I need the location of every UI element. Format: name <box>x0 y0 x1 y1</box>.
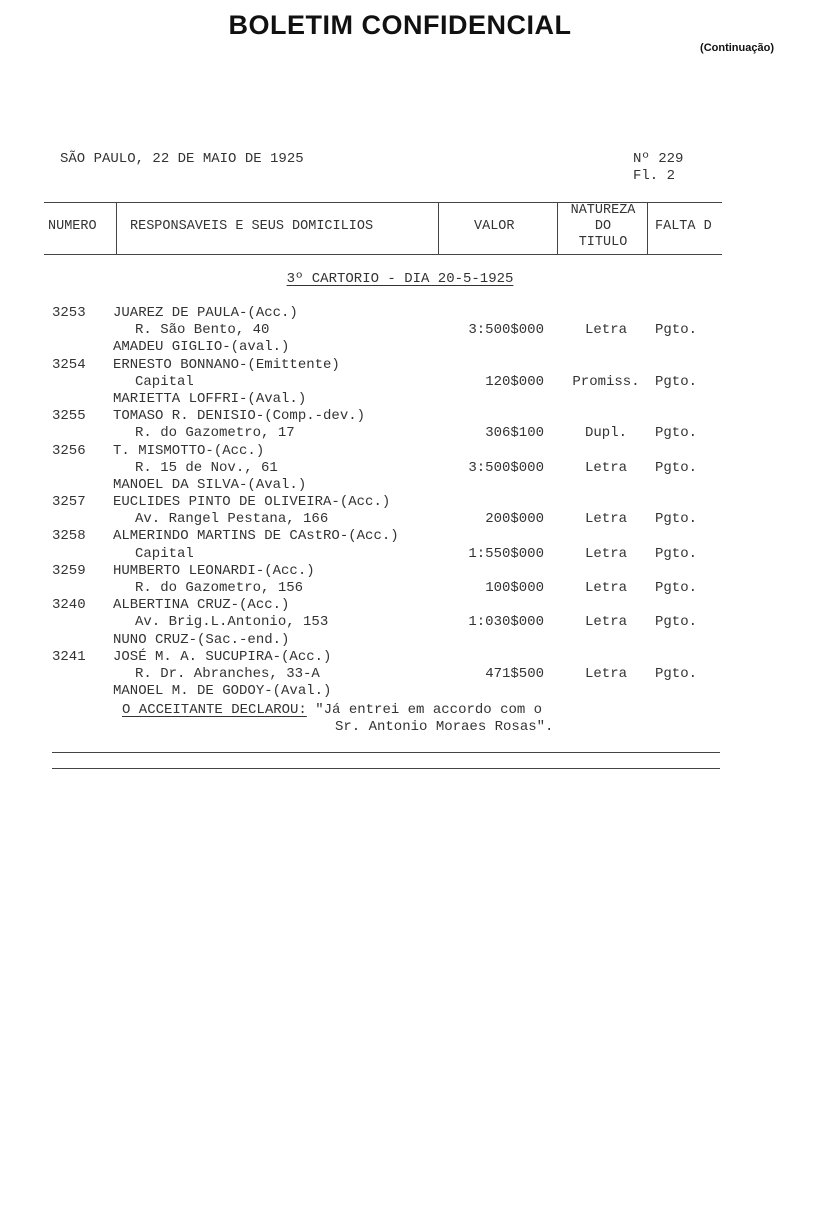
entry-line <box>0 632 819 649</box>
entry-value: 200$000 <box>485 511 544 528</box>
entry-address: Capital <box>135 545 194 562</box>
table-row <box>0 357 819 409</box>
entry-address: R. Dr. Abranches, 33-A <box>135 665 320 682</box>
entry-reason: Pgto. <box>655 322 698 339</box>
entry-line <box>0 322 819 339</box>
entry-line <box>0 563 819 580</box>
entry-party: ERNESTO BONNANO-(Emittente) <box>113 356 340 373</box>
entry-party: AMADEU GIGLIO-(aval.) <box>113 339 290 356</box>
entry-party: MANOEL M. DE GODOY-(Aval.) <box>113 683 332 700</box>
entry-party: JOSÉ M. A. SUCUPIRA-(Acc.) <box>113 648 332 665</box>
continuation-label: (Continuação) <box>700 42 774 54</box>
entry-party: MARIETTA LOFFRI-(Aval.) <box>113 390 307 407</box>
entry-address: R. 15 de Nov., 61 <box>135 459 278 476</box>
column-header-valor: VALOR <box>474 219 515 234</box>
entry-number: 3254 <box>52 356 86 373</box>
entry-party: ALBERTINA CRUZ-(Acc.) <box>113 597 290 614</box>
entry-reason: Pgto. <box>655 580 698 596</box>
section-title: 3º CARTORIO - DIA 20-5-1925 <box>286 271 514 287</box>
entry-title-type: Promiss. <box>572 373 640 390</box>
entry-address: Capital <box>135 373 194 390</box>
entry-party: JUAREZ DE PAULA-(Acc.) <box>113 305 298 321</box>
entry-line <box>0 357 819 374</box>
declaration-label: O ACCEITANTE DECLAROU: <box>122 702 307 718</box>
column-divider <box>438 202 439 255</box>
entry-title-type: Letra <box>584 511 627 528</box>
table-row <box>0 305 819 357</box>
bulletin-number: Nº 229 <box>633 151 684 167</box>
declaration-text-continued: Sr. Antonio Moraes Rosas". <box>335 719 554 735</box>
entry-title-type: Dupl. <box>584 425 627 442</box>
document-title: BOLETIM CONFIDENCIAL <box>228 10 572 40</box>
table-row <box>0 649 819 701</box>
entry-party: HUMBERTO LEONARDI-(Acc.) <box>113 562 315 579</box>
entry-reason: Pgto. <box>655 665 698 682</box>
entry-line <box>0 666 819 683</box>
bottom-rule <box>52 752 720 753</box>
entry-party: TOMASO R. DENISIO-(Comp.-dev.) <box>113 408 366 425</box>
entry-line <box>0 614 819 631</box>
entry-title-type: Letra <box>584 322 627 339</box>
entry-line <box>0 528 819 545</box>
entry-value: 1:550$000 <box>468 545 544 562</box>
column-header-numero: NUMERO <box>48 219 97 234</box>
entry-party: ALMERINDO MARTINS DE CAstRO-(Acc.) <box>113 528 399 545</box>
entry-reason: Pgto. <box>655 425 698 442</box>
entry-party: T. MISMOTTO-(Acc.) <box>113 442 265 459</box>
entry-value: 306$100 <box>485 425 544 442</box>
entry-reason: Pgto. <box>655 373 698 390</box>
table-row <box>0 597 819 649</box>
column-divider <box>116 202 117 255</box>
entry-line <box>0 597 819 614</box>
table-row <box>0 494 819 528</box>
declaration-text: "Já entrei em accordo com o <box>306 702 543 718</box>
table-header-rule <box>44 254 722 255</box>
entry-line <box>0 305 819 322</box>
column-header-responsaveis: RESPONSAVEIS E SEUS DOMICILIOS <box>130 219 374 234</box>
entry-number: 3255 <box>52 408 86 425</box>
entry-value: 3:500$000 <box>468 459 544 476</box>
table-row <box>0 443 819 495</box>
entry-party: MANOEL DA SILVA-(Aval.) <box>113 476 307 493</box>
date-line: SÃO PAULO, 22 DE MAIO DE 1925 <box>60 151 304 167</box>
entry-number: 3258 <box>52 528 86 545</box>
column-header-natureza: NATUREZA DO TITULO <box>570 203 636 250</box>
entry-line <box>0 649 819 666</box>
entry-line <box>0 460 819 477</box>
entry-line <box>0 443 819 460</box>
entry-value: 100$000 <box>485 580 544 596</box>
entry-line <box>0 546 819 563</box>
entry-value: 1:030$000 <box>468 614 544 631</box>
column-header-falta: FALTA D <box>655 219 712 234</box>
entry-value: 3:500$000 <box>468 322 544 339</box>
entry-line <box>0 580 819 597</box>
entry-title-type: Letra <box>584 665 627 682</box>
entry-number: 3241 <box>52 648 86 665</box>
entry-number: 3257 <box>52 494 86 511</box>
entry-title-type: Letra <box>584 459 627 476</box>
entry-line <box>0 408 819 425</box>
entry-value: 120$000 <box>485 373 544 390</box>
entry-line <box>0 494 819 511</box>
entry-reason: Pgto. <box>655 511 698 528</box>
entry-number: 3259 <box>52 562 86 579</box>
entry-number: 3240 <box>52 597 86 614</box>
entry-line <box>0 374 819 391</box>
entry-value: 471$500 <box>485 665 544 682</box>
entry-party: EUCLIDES PINTO DE OLIVEIRA-(Acc.) <box>113 494 391 511</box>
entry-address: Av. Brig.L.Antonio, 153 <box>135 614 329 631</box>
entry-line <box>0 511 819 528</box>
entry-party: NUNO CRUZ-(Sac.-end.) <box>113 631 290 648</box>
entry-title-type: Letra <box>584 614 627 631</box>
entry-line <box>0 477 819 494</box>
table-row <box>0 408 819 442</box>
entry-title-type: Letra <box>584 580 627 596</box>
entry-address: R. São Bento, 40 <box>135 322 270 339</box>
entry-line <box>0 339 819 356</box>
table-row <box>0 563 819 597</box>
entry-reason: Pgto. <box>655 545 698 562</box>
entry-line <box>0 391 819 408</box>
table-row <box>0 528 819 562</box>
bottom-rule <box>52 768 720 769</box>
entry-title-type: Letra <box>584 545 627 562</box>
entry-reason: Pgto. <box>655 614 698 631</box>
sheet-number: Fl. 2 <box>633 168 676 184</box>
entry-number: 3256 <box>52 442 86 459</box>
entry-address: Av. Rangel Pestana, 166 <box>135 511 329 528</box>
entry-line <box>0 425 819 442</box>
entries-list <box>0 305 819 700</box>
declaration-note <box>122 702 542 718</box>
entry-address: R. do Gazometro, 17 <box>135 425 295 442</box>
entry-address: R. do Gazometro, 156 <box>135 580 304 596</box>
entry-line <box>0 683 819 700</box>
entry-number: 3253 <box>52 305 86 321</box>
entry-reason: Pgto. <box>655 459 698 476</box>
